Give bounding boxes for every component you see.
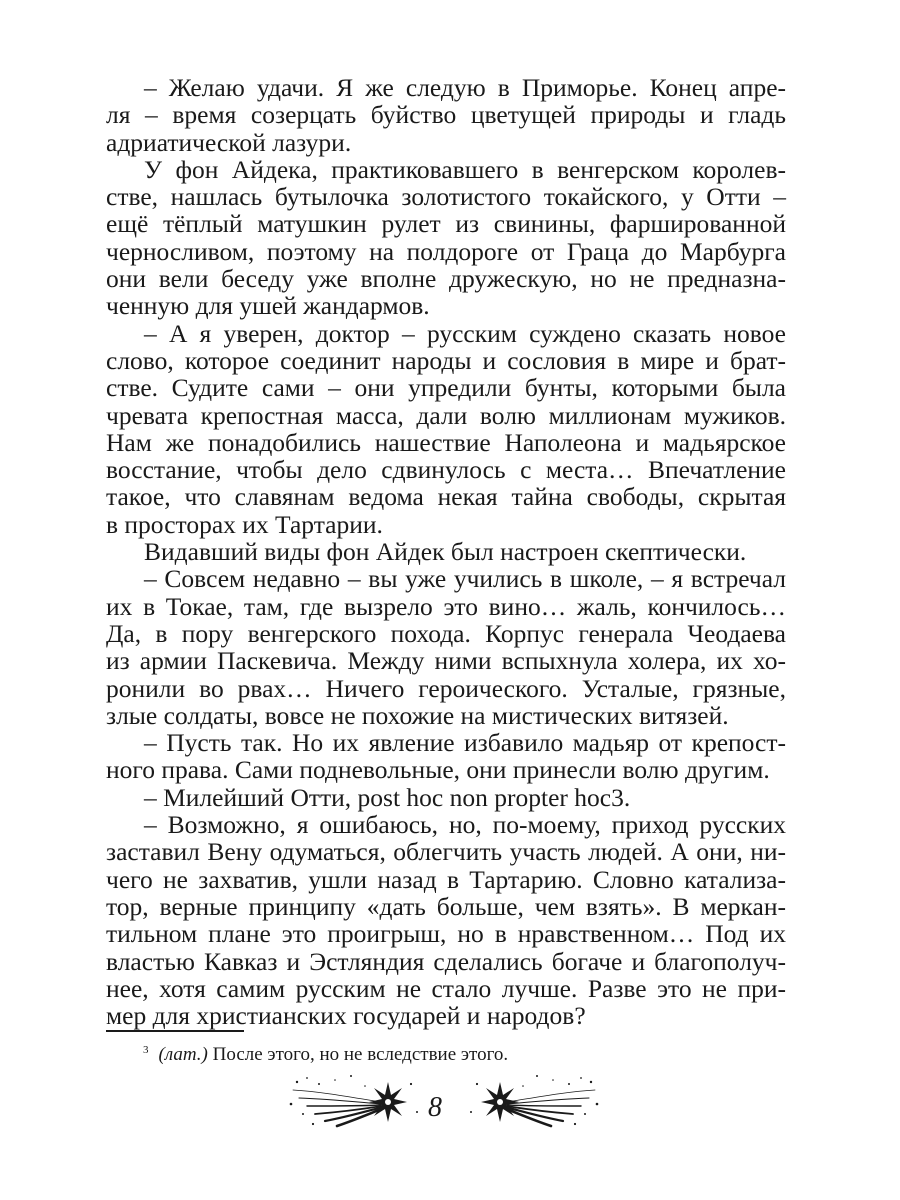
text-line: в просторах их Тартарии.: [106, 509, 383, 539]
text-line: тильном плане это проигрыш, но в нравственном… Под их: [106, 919, 786, 949]
text-line: – Желаю удачи. Я же следую в Приморье. Конец апре-: [144, 73, 786, 102]
footnote-text: После этого, но не вследствие этого.: [212, 1044, 509, 1065]
text-line: они вели беседу уже вполне дружескую, но не предназна-: [106, 264, 786, 294]
text-line: Нам же понадобились нашествие Наполеона и мадьярское: [106, 427, 786, 457]
text-line: стве, нашлась бутылочка золотистого токайского, у Отти –: [106, 182, 786, 212]
text-line: нее, хотя самим русским не стало лучше. Разве это не при-: [106, 973, 786, 1003]
text-line: У фон Айдека, практиковавшего в венгерском королев-: [144, 154, 786, 184]
text-line: адриатической лазури.: [106, 127, 352, 157]
footnote-number: 3: [143, 1044, 149, 1056]
footnote-divider: [106, 1030, 244, 1032]
text-line: властью Кавказ и Эстляндия сделались богаче и благополуч-: [106, 946, 786, 976]
text-line: ного права. Сами подневольные, они принесли волю другим.: [106, 755, 770, 785]
text-line: Да, в пору венгерского похода. Корпус генерала Чеодаева: [106, 618, 786, 648]
footnote-language: (лат.): [158, 1044, 208, 1065]
shooting-star-ornament-icon: [463, 1068, 603, 1128]
text-line: стве. Судите сами – они упредили бунты, которыми была: [106, 373, 786, 403]
text-line: Видавший виды фон Айдек был настроен скептически.: [144, 537, 747, 567]
text-line: из армии Паскевича. Между ними вспыхнула холера, их хо-: [106, 646, 786, 676]
text-line: их в Токае, там, где вызрело это вино… жаль, кончилось…: [106, 591, 786, 621]
text-line: такое, что славянам ведома некая тайна свободы, скрытая: [106, 482, 786, 512]
text-line: – Милейший Отти, post hoc non propter hoc3.: [144, 782, 631, 812]
text-line: ещё тёплый матушкин рулет из свинины, фаршированной: [106, 209, 786, 239]
text-line: ронили во рвах… Ничего героического. Усталые, грязные,: [106, 673, 786, 703]
text-line: – Пусть так. Но их явление избавило мадьяр от крепост-: [144, 728, 786, 758]
shooting-star-ornament-icon: [285, 1068, 425, 1128]
text-line: слово, которое соединит народы и сословия в мире и брат-: [106, 345, 786, 375]
text-line: восстание, чтобы дело сдвинулось с места… Впечатление: [106, 455, 786, 485]
text-line: ченную для ушей жандармов.: [106, 291, 430, 321]
page-body-text: [106, 74, 786, 1029]
page-number: 8: [428, 1092, 442, 1123]
text-line: – А я уверен, доктор – русским суждено сказать новое: [144, 318, 786, 348]
text-line: чего не захватив, ушли назад в Тартарию. Словно катализа-: [106, 864, 786, 894]
text-line: тор, верные принципу «дать больше, чем взять». В меркан-: [106, 891, 786, 921]
text-line: чревата крепостная масса, дали волю миллионам мужиков.: [106, 400, 786, 430]
text-line: ля – время созерцать буйство цветущей природы и гладь: [106, 100, 786, 130]
footnote: [143, 1038, 508, 1067]
text-line: мер для христианских государей и народов?: [106, 1001, 586, 1031]
text-line: черносливом, поэтому на полдороге от Граца до Марбурга: [106, 236, 786, 266]
text-line: – Возможно, я ошибаюсь, но, по-моему, приход русских: [144, 810, 786, 840]
text-line: заставил Вену одуматься, облегчить участь людей. А они, ни-: [106, 837, 786, 867]
text-line: – Совсем недавно – вы уже учились в школе, – я встречал: [144, 564, 786, 594]
text-line: злые солдаты, вовсе не похожие на мистических витязей.: [106, 700, 729, 730]
